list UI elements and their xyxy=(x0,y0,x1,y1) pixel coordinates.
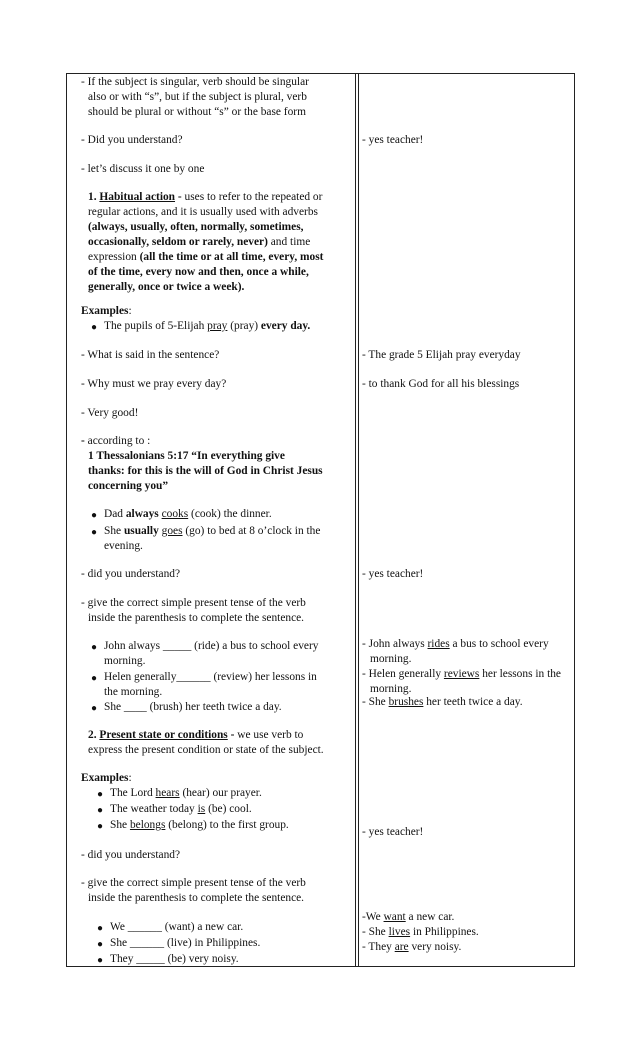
example-she-goes: She usually goes (go) to bed at 8 o’clock in the xyxy=(104,525,321,537)
bullet-icon: ● xyxy=(91,703,98,714)
bullet-icon: ● xyxy=(91,322,98,333)
example-dad-cooks: Dad always cooks (cook) the dinner. xyxy=(104,508,272,520)
instruction-1a: - give the correct simple present tense of the verb xyxy=(81,597,306,609)
rule-line-1: - If the subject is singular, verb should be singular xyxy=(81,76,309,88)
bullet-icon: ● xyxy=(97,805,104,816)
bullet-icon: ● xyxy=(97,923,104,934)
exercise-helen-cont: the morning. xyxy=(104,686,163,698)
habitual-line-3: (always, usually, often, normally, sometimes, xyxy=(88,221,304,233)
discuss-line: - let’s discuss it one by one xyxy=(81,163,205,175)
bullet-icon: ● xyxy=(97,789,104,800)
verse-line-3: concerning you” xyxy=(88,480,169,492)
present-state-title: Present state or conditions xyxy=(99,729,228,741)
answer-john-cont: morning. xyxy=(370,653,412,665)
habitual-line-6: of the time, every now and then, once a while, xyxy=(88,266,309,278)
examples-label-1: Examples: xyxy=(81,305,132,317)
example-weather-is: The weather today is (be) cool. xyxy=(110,803,252,815)
exercise-brush: She ____ (brush) her teeth twice a day. xyxy=(104,701,282,713)
exercise-helen: Helen generally______ (review) her lessons in xyxy=(104,671,317,683)
example-she-goes-cont: evening. xyxy=(104,540,143,552)
habitual-line-5: expression (all the time or at all time, every, most xyxy=(88,251,324,263)
answer-brush: - She brushes her teeth twice a day. xyxy=(362,696,523,708)
answer-yes-2: - yes teacher! xyxy=(362,568,424,580)
very-good: - Very good! xyxy=(81,407,139,419)
question-said: - What is said in the sentence? xyxy=(81,349,220,361)
column-divider xyxy=(355,74,356,966)
exercise-we: We ______ (want) a new car. xyxy=(110,921,244,933)
exercise-she-live: She ______ (live) in Philippines. xyxy=(110,937,261,949)
example-pray: The pupils of 5-Elijah pray (pray) every day. xyxy=(104,320,311,332)
bullet-icon: ● xyxy=(97,821,104,832)
answer-yes-1: - yes teacher! xyxy=(362,134,424,146)
answer-john: - John always rides a bus to school every xyxy=(362,638,549,650)
examples-label-2: Examples: xyxy=(81,772,132,784)
bullet-icon: ● xyxy=(91,642,98,653)
answer-we: -We want a new car. xyxy=(362,911,455,923)
example-she-belongs: She belongs (belong) to the first group. xyxy=(110,819,289,831)
question-why: - Why must we pray every day? xyxy=(81,378,227,390)
question-understand-1: - Did you understand? xyxy=(81,134,183,146)
instruction-2a: - give the correct simple present tense of the verb xyxy=(81,877,306,889)
question-understand-2: - did you understand? xyxy=(81,568,181,580)
according-line: - according to : xyxy=(81,435,151,447)
present-state-heading: 2. Present state or conditions - we use verb to xyxy=(88,729,304,741)
bullet-icon: ● xyxy=(91,527,98,538)
bullet-icon: ● xyxy=(91,673,98,684)
verse-line-1: 1 Thessalonians 5:17 “In everything give xyxy=(88,450,285,462)
habitual-line-2: regular actions, and it is usually used with adverbs xyxy=(88,206,318,218)
present-state-line-2: express the present condition or state of the subject. xyxy=(88,744,324,756)
habitual-title: Habitual action xyxy=(99,191,176,203)
bullet-icon: ● xyxy=(91,510,98,521)
exercise-john: John always _____ (ride) a bus to school every xyxy=(104,640,319,652)
column-divider-inner xyxy=(358,74,359,966)
example-lord-hears: The Lord hears (hear) our prayer. xyxy=(110,787,262,799)
instruction-1b: inside the parenthesis to complete the sentence. xyxy=(88,612,305,624)
answer-helen-cont: morning. xyxy=(370,683,412,695)
answer-yes-3: - yes teacher! xyxy=(362,826,424,838)
habitual-heading: 1. Habitual action - uses to refer to the repeated or xyxy=(88,191,323,203)
answer-they: - They are very noisy. xyxy=(362,941,462,953)
bullet-icon: ● xyxy=(97,955,104,966)
question-understand-3: - did you understand? xyxy=(81,849,181,861)
exercise-they: They _____ (be) very noisy. xyxy=(110,953,239,965)
bullet-icon: ● xyxy=(97,939,104,950)
instruction-2b: inside the parenthesis to complete the sentence. xyxy=(88,892,305,904)
answer-thank-god: - to thank God for all his blessings xyxy=(362,378,520,390)
answer-grade-5: - The grade 5 Elijah pray everyday xyxy=(362,349,521,361)
rule-line-2: also or with “s”, but if the subject is plural, verb xyxy=(88,91,307,103)
habitual-line-7: generally, once or twice a week). xyxy=(88,281,245,293)
answer-she-live: - She lives in Philippines. xyxy=(362,926,479,938)
rule-line-3: should be plural or without “s” or the base form xyxy=(88,106,306,118)
answer-helen: - Helen generally reviews her lessons in the xyxy=(362,668,561,680)
habitual-line-4: occasionally, seldom or rarely, never) and time xyxy=(88,236,311,248)
exercise-john-cont: morning. xyxy=(104,655,146,667)
verse-line-2: thanks: for this is the will of God in Christ Jesus xyxy=(88,465,323,477)
